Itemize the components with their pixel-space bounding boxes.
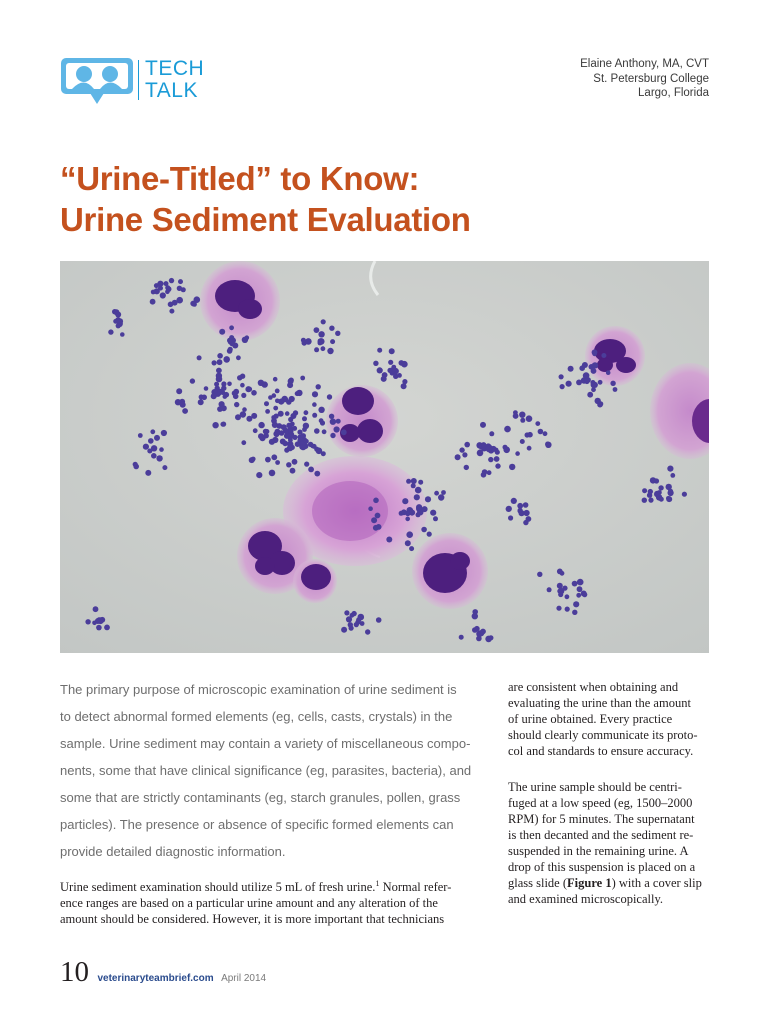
article-title xyxy=(60,158,720,240)
body-text: ) with a cover slip xyxy=(611,876,702,890)
body-line: The urine sample should be centri- xyxy=(508,780,682,794)
right-paragraph-2 xyxy=(508,779,709,907)
lead-line: particles). The presence or absence of specific formed elements can xyxy=(60,817,454,832)
lead-paragraph xyxy=(60,676,486,865)
lead-line: provide detailed diagnostic information. xyxy=(60,844,286,859)
figure-reference: Figure 1 xyxy=(567,876,612,890)
title-line-2: Urine Sediment Evaluation xyxy=(60,201,471,238)
lead-line: nents, some that have clinical significance (eg, parasites, bacteria), and xyxy=(60,763,472,778)
body-line: amount should be considered. However, it is more important that technicians xyxy=(60,912,445,926)
body-line xyxy=(60,879,486,895)
author-block xyxy=(580,57,709,101)
body-line: ence ranges are based on a particular urine amount and any alteration of the xyxy=(60,896,438,910)
micrograph-image xyxy=(60,261,709,653)
body-line xyxy=(508,875,709,891)
title-line-1: “Urine-Titled” to Know: xyxy=(60,160,420,197)
lead-line: sample. Urine sediment may contain a variety of miscellaneous compo- xyxy=(60,736,471,751)
body-line: drop of this suspension is placed on a xyxy=(508,860,696,874)
page-footer xyxy=(60,956,266,990)
body-paragraph-left xyxy=(60,879,486,927)
lead-line: The primary purpose of microscopic examination of urine sediment is xyxy=(60,682,457,697)
body-text: glass slide ( xyxy=(508,876,568,890)
lead-line: some that are strictly contaminants (eg, starch granules, pollen, grass xyxy=(60,790,461,805)
body-text: Normal refer- xyxy=(379,880,452,894)
right-column xyxy=(508,679,709,927)
body-text: Urine sediment examination should utilize 5 mL of fresh urine. xyxy=(60,880,376,894)
body-line: evaluating the urine than the amount xyxy=(508,696,691,710)
site-link[interactable]: veterinaryteambrief.com xyxy=(97,973,214,984)
issue-date: April 2014 xyxy=(221,973,267,984)
body-line: of urine obtained. Every practice xyxy=(508,712,673,726)
author-location: Largo, Florida xyxy=(638,87,709,99)
body-line: suspended in the remaining urine. A xyxy=(508,844,689,858)
logo-word-talk: TALK xyxy=(145,79,198,102)
body-line: should clearly communicate its proto- xyxy=(508,728,698,742)
body-line: is then decanted and the sediment re- xyxy=(508,828,694,842)
body-line: are consistent when obtaining and xyxy=(508,680,679,694)
lead-line: to detect abnormal formed elements (eg, cells, casts, crystals) in the xyxy=(60,709,453,724)
right-paragraph-1 xyxy=(508,679,709,759)
speech-bubbles-icon xyxy=(60,56,134,108)
body-line: fuged at a low speed (eg, 1500–2000 xyxy=(508,796,693,810)
author-institution: St. Petersburg College xyxy=(593,72,709,85)
page-number: 10 xyxy=(60,956,89,988)
footnote-ref: 1 xyxy=(375,878,380,888)
logo-divider xyxy=(138,60,139,100)
body-line: and examined microscopically. xyxy=(508,892,664,906)
tech-talk-logo xyxy=(60,56,220,108)
body-line: col and standards to ensure accuracy. xyxy=(508,744,694,758)
author-name: Elaine Anthony, MA, CVT xyxy=(580,58,709,70)
body-line: RPM) for 5 minutes. The supernatant xyxy=(508,812,695,826)
logo-word-tech: TECH xyxy=(145,57,205,80)
